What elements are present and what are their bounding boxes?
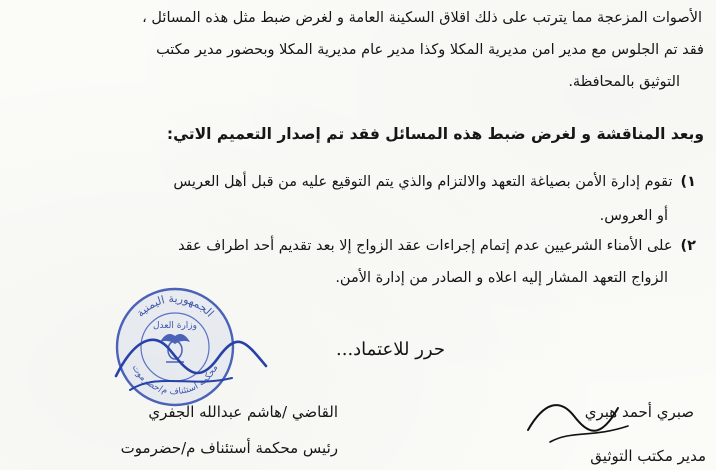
item-text: تقوم إدارة الأمن بصياغة التعهد والالتزام والذي يتم التوقيع عليه من قبل أهل العريس [173, 174, 673, 190]
intro-line-2: فقد تم الجلوس مع مدير امن مديرية المكلا وكذا مدير عام مديرية المكلا وبحضور مدير مكتب [156, 42, 704, 58]
stamp-text-middle: وزارة العدل [153, 321, 197, 331]
stamp-text-bottom: محكمة استئناف م/حضرموت [129, 363, 221, 398]
list-item-2-continued: الزواج التعهد المشار إليه اعلاه و الصادر من إدارة الأمن. [335, 270, 668, 286]
decision-heading: وبعد المناقشة و لغرض ضبط هذه المسائل فقد تم إصدار التعميم الاتي: [166, 125, 704, 143]
closing-text: حرر للاعتماد... [336, 339, 445, 360]
judge-name: القاضي /هاشم عبدالله الجفري [148, 403, 338, 421]
intro-line-1: الأصوات المزعجة مما يترتب على ذلك اقلاق السكينة العامة و لغرض ضبط مثل هذه المسائل ، [142, 10, 702, 26]
item-number: ١) [680, 174, 696, 190]
list-item-2 [178, 236, 696, 256]
judge-title: رئيس محكمة أستئناف م/حضرموت [120, 439, 338, 457]
list-item-1 [173, 172, 696, 192]
item-number: ٢) [680, 238, 696, 254]
item-text: على الأمناء الشرعيين عدم إتمام إجراءات عقد الزواج إلا بعد تقديم أحد اطراف عقد [178, 238, 673, 254]
judge-signature [110, 320, 280, 410]
director-title: مدير مكتب التوثيق [590, 447, 706, 465]
list-item-1-continued: أو العروس. [599, 208, 668, 224]
director-name: صبري أحمد هبري [584, 403, 694, 421]
stamp-text-top: الجمهورية اليمنية [133, 291, 217, 320]
intro-line-3: التوثيق بالمحافظة. [568, 74, 680, 90]
